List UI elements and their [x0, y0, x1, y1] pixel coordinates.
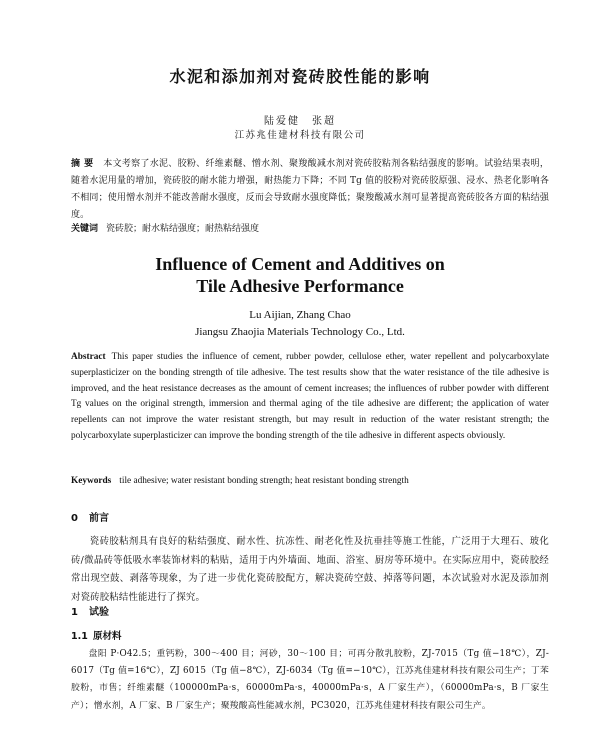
- english-affiliation: Jiangsu Zhaojia Materials Technology Co., Ltd.: [195, 326, 405, 338]
- chinese-keywords: [71, 222, 549, 236]
- section-0-title: 前言: [89, 513, 109, 524]
- section-0-number: 0: [71, 513, 78, 524]
- chinese-abstract: [71, 156, 549, 224]
- subsection-1-1-title: 原材料: [93, 631, 122, 642]
- english-keywords-text: tile adhesive; water resistant bonding strength; heat resistant bonding strength: [119, 476, 409, 486]
- chinese-title: 水泥和添加剂对瓷砖胶性能的影响: [169, 67, 431, 86]
- english-abstract-label: Abstract: [71, 352, 106, 362]
- english-title-line-2: Tile Adhesive Performance: [196, 276, 404, 296]
- english-keywords: [71, 474, 549, 488]
- section-0-paragraph: 瓷砖胶粘剂具有良好的粘结强度、耐水性、抗冻性、耐老化性及抗垂挂等施工性能，广泛用于大理石、玻化砖/微晶砖等低吸水率装饰材料的粘贴，适用于内外墙面、地面、浴室、厨房等环境中。在实际应用中，瓷砖胶经常出现空鼓、剥落等现象，为了进一步优化瓷砖胶配方，解决瓷砖空鼓、掉落等问题，本次试验对水泥及添加剂对瓷砖胶粘结性能进行了探究。: [71, 536, 549, 603]
- section-0-heading: [71, 509, 109, 524]
- subsection-1-1-number: 1.1: [71, 631, 88, 642]
- english-title-line-1: Influence of Cement and Additives on: [155, 254, 445, 274]
- section-1-heading: [71, 603, 109, 618]
- english-abstract: [71, 350, 549, 445]
- section-1-number: 1: [71, 607, 78, 618]
- chinese-keywords-text: 瓷砖胶；耐水粘结强度；耐热粘结强度: [106, 224, 260, 234]
- subsection-1-1-heading: [71, 628, 122, 642]
- chinese-abstract-text: 本文考察了水泥、胶粉、纤维素醚、憎水剂、聚羧酸减水剂对瓷砖胶粘剂各粘结强度的影响。试验结果表明，随着水泥用量的增加，瓷砖胶的耐水能力增强，耐热能力下降；不同 Tg 值的胶粉对瓷砖胶原强、浸水、热老化影响各不相同；使用憎水剂并不能改善耐水强度，反而会导致耐水强度降低；聚羧酸减水剂可显著提高瓷砖胶各方面的粘结强度。: [71, 159, 549, 220]
- chinese-affiliation: 江苏兆佳建材科技有限公司: [234, 130, 366, 141]
- chinese-abstract-label: 摘要: [71, 159, 98, 169]
- english-keywords-label: Keywords: [71, 476, 112, 486]
- english-title: [0, 253, 600, 297]
- english-abstract-text: This paper studies the influence of cement, rubber powder, cellulose ether, water repellent and polycarboxylate superplasticizer on the bonding strength of tile adhesive. The test results show that the water resistance of the tile adhesive is improved, and the heat resistance decreases as the amount of cement increases; the influences of rubber powder with different Tg values on the original strength, immersion and thermal aging of the tile adhesive are different; the application of water repellents can not improve the water resistant strength, but may result in reduction of the water resistant strength; the polycarboxylate superplasticizer can improve the bonding strength of the tile adhesive in different aspects obviously.: [71, 352, 549, 441]
- chinese-keywords-label: 关键词: [71, 224, 99, 234]
- section-1-title: 试验: [89, 607, 109, 618]
- subsection-1-1-paragraph: 盘阳 P·O42.5；重钙粉，300～400 目；河砂，30～100 目；可再分散乳胶粉，ZJ-7015（Tg 值−18℃），ZJ-6017（Tg 值=16℃），ZJ 6015（Tg 值−8℃），ZJ-6034（Tg 值=−10℃），江苏兆佳建材科技有限公司生产；丁苯胶粉，市售；纤维素醚（100000mPa·s，60000mPa·s，40000mPa·s，A 厂家生产），（60000mPa·s，B 厂家生产）；憎水剂，A 厂家、B 厂家生产；聚羧酸高性能减水剂，PC3020，江苏兆佳建材科技有限公司生产。: [71, 649, 549, 711]
- english-authors: Lu Aijian, Zhang Chao: [249, 309, 351, 321]
- chinese-authors: 陆爱健 张超: [264, 116, 336, 127]
